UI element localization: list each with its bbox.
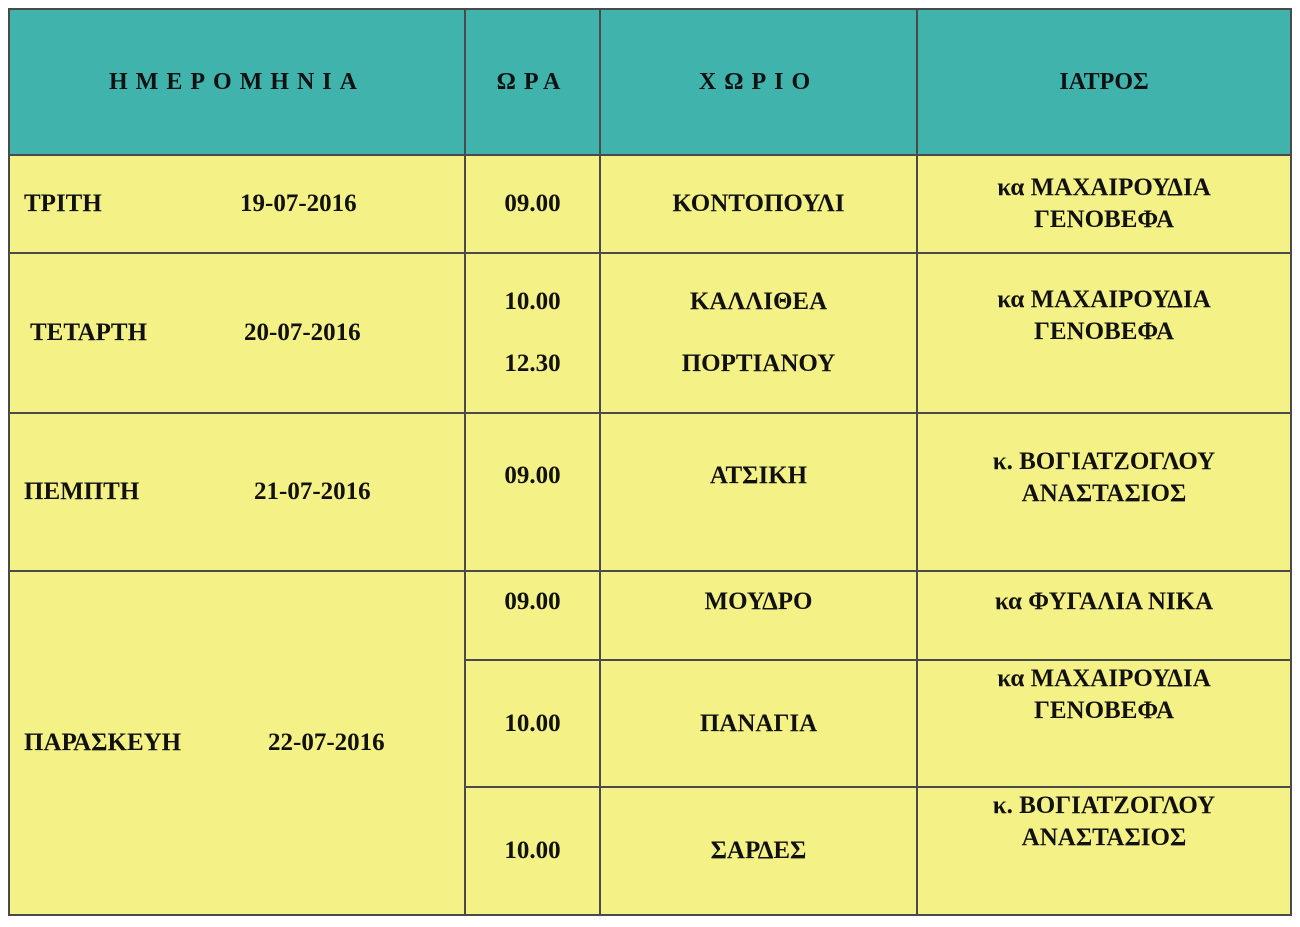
doctor-line: κα ΜΑΧΑΙΡΟΥΔΙΑ <box>997 665 1211 692</box>
doctor-line: ΓΕΝΟΒΕΦΑ <box>1033 697 1175 724</box>
table-row <box>9 155 1291 253</box>
doctor-line: κ. ΒΟΓΙΑΤΖΟΓΛΟΥ <box>992 792 1216 819</box>
village-cell <box>600 253 917 413</box>
doctor-cell <box>917 253 1291 413</box>
doctor-line: κ. ΒΟΓΙΑΤΖΟΓΛΟΥ <box>992 448 1216 475</box>
doctor-line: κα ΜΑΧΑΙΡΟΥΔΙΑ <box>997 286 1211 313</box>
doctor-line: κα ΜΑΧΑΙΡΟΥΔΙΑ <box>997 174 1211 201</box>
village-cell: ΑΤΣΙΚΗ <box>600 413 917 571</box>
day-cell <box>9 413 465 571</box>
day-name: ΤΕΤΑΡΤΗ <box>30 319 148 346</box>
day-name: ΤΡΙΤΗ <box>24 190 102 217</box>
time-cell: 09.00 <box>465 413 600 571</box>
village-cell: ΣΑΡΔΕΣ <box>600 787 917 915</box>
header-row <box>9 9 1291 155</box>
table-row <box>9 571 1291 660</box>
header-village: ΧΩΡΙΟ <box>600 9 917 155</box>
day-date: 19-07-2016 <box>240 190 357 217</box>
schedule-table <box>8 8 1292 916</box>
time-cell: 10.00 <box>465 787 600 915</box>
doctor-line: ΑΝΑΣΤΑΣΙΟΣ <box>1021 824 1187 851</box>
day-date: 21-07-2016 <box>254 478 371 505</box>
doctor-line: ΓΕΝΟΒΕΦΑ <box>1033 318 1175 345</box>
time-cell: 10.00 <box>465 660 600 787</box>
village-value: ΠΟΡΤΙΑΝΟΥ <box>681 350 836 377</box>
day-name: ΠΕΜΠΤΗ <box>24 478 140 505</box>
time-value: 12.30 <box>504 350 561 377</box>
time-value: 10.00 <box>504 288 561 315</box>
doctor-cell <box>917 571 1291 660</box>
table-row <box>9 253 1291 413</box>
day-cell <box>9 155 465 253</box>
table-row <box>9 413 1291 571</box>
day-date: 20-07-2016 <box>244 319 361 346</box>
doctor-cell <box>917 155 1291 253</box>
header-date: ΗΜΕΡΟΜΗΝΙΑ <box>9 9 465 155</box>
doctor-line: ΑΝΑΣΤΑΣΙΟΣ <box>1021 480 1187 507</box>
header-doctor: ΙΑΤΡΟΣ <box>917 9 1291 155</box>
time-cell: 09.00 <box>465 155 600 253</box>
doctor-cell <box>917 413 1291 571</box>
doctor-cell <box>917 660 1291 787</box>
day-cell <box>9 253 465 413</box>
doctor-line: ΓΕΝΟΒΕΦΑ <box>1033 206 1175 233</box>
header-time: ΩΡΑ <box>465 9 600 155</box>
time-cell: 09.00 <box>465 571 600 660</box>
day-date: 22-07-2016 <box>268 729 385 756</box>
doctor-line: κα ΦΥΓΑΛΙΑ ΝΙΚΑ <box>994 588 1214 615</box>
day-name: ΠΑΡΑΣΚΕΥΗ <box>24 729 182 756</box>
doctor-cell <box>917 787 1291 915</box>
time-cell <box>465 253 600 413</box>
village-value: ΚΑΛΛΙΘΕΑ <box>689 288 828 315</box>
village-cell: ΜΟΥΔΡΟ <box>600 571 917 660</box>
village-cell: ΠΑΝΑΓΙΑ <box>600 660 917 787</box>
day-cell <box>9 571 465 915</box>
village-cell: ΚΟΝΤΟΠΟΥΛΙ <box>600 155 917 253</box>
